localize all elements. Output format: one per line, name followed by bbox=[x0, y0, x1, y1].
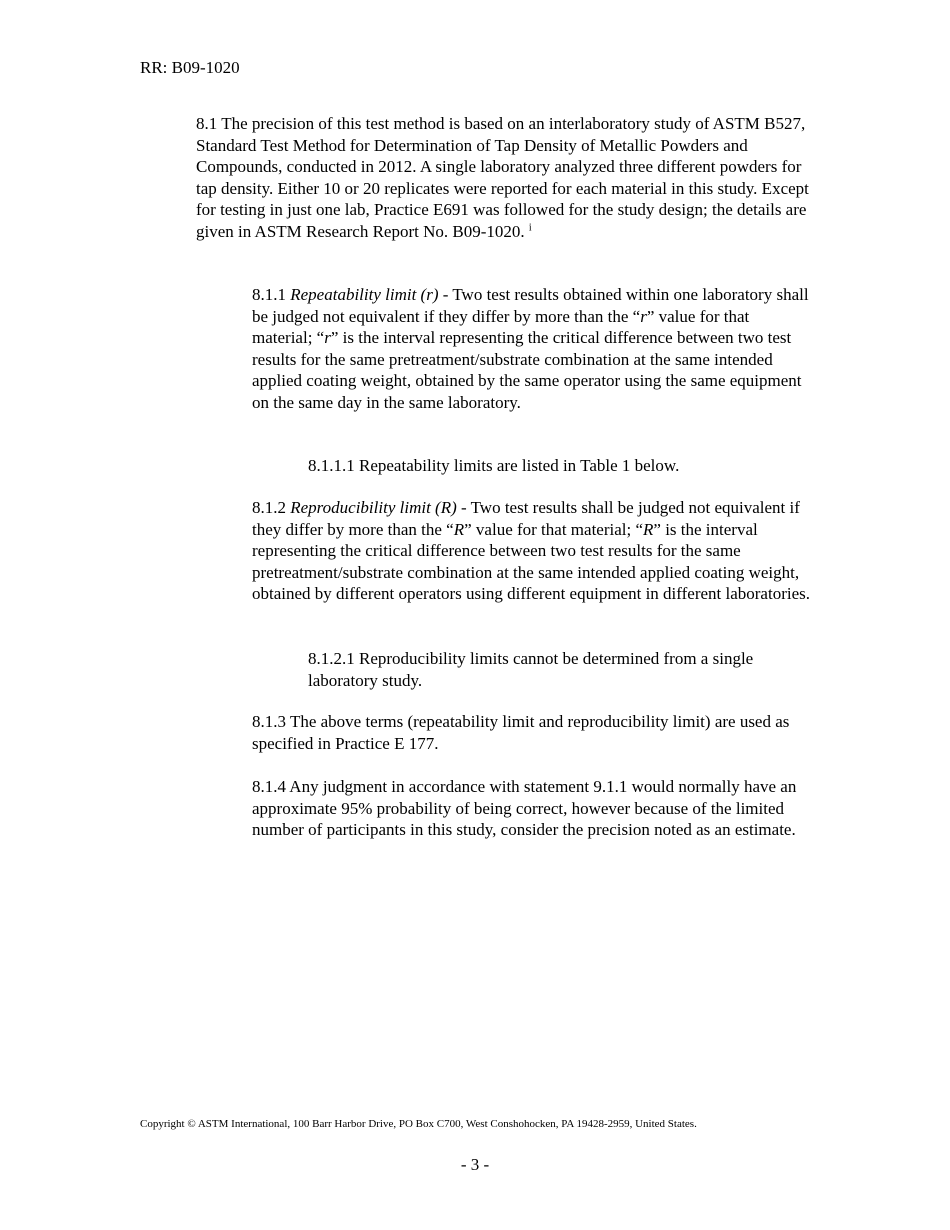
symbol-R: R bbox=[453, 519, 465, 539]
symbol-r: r bbox=[640, 306, 647, 326]
paragraph-text: ” is the interval representing the critical difference between two test results for the same pretreatment/substrate combination at the same intended applied coating weight, obtained by different operators using different equipment in different laboratories. bbox=[252, 519, 810, 604]
paragraph-text: - Two test results shall be judged not equivalent if they differ by more than the “ bbox=[252, 498, 800, 539]
paragraph-8-1 bbox=[196, 113, 816, 243]
term-repeatability-limit: Repeatability limit (r) bbox=[290, 285, 439, 304]
paragraph-8-1-1-1: 8.1.1.1 Repeatability limits are listed in Table 1 below. bbox=[308, 456, 680, 475]
paragraph-text: ” is the interval representing the critical difference between two test results for the same pretreatment/substrate combination at the same intended applied coating weight, obtained by the same operator using the same equipment on the same day in the same laboratory. bbox=[252, 328, 802, 412]
footnote-marker: i bbox=[528, 222, 532, 234]
paragraph-text: ” value for that material; “ bbox=[252, 306, 750, 348]
symbol-R: R bbox=[643, 519, 654, 539]
paragraph-8-1-1 bbox=[252, 284, 812, 414]
copyright-footer: Copyright © ASTM International, 100 Barr Harbor Drive, PO Box C700, West Conshohocken, PA 19428-2959, United States. bbox=[140, 1118, 697, 1130]
paragraph-text: - Two test results obtained within one laboratory shall be judged not equivalent if they differ by more than the “ bbox=[252, 285, 809, 326]
paragraph-text: ” value for that material; “ bbox=[464, 519, 644, 539]
symbol-r: r bbox=[324, 328, 331, 348]
page-number: - 3 - bbox=[460, 1155, 490, 1174]
section-number: 8.1.1 bbox=[252, 285, 286, 304]
section-number: 8.1.2 bbox=[252, 498, 286, 517]
paragraph-8-1-3: 8.1.3 The above terms (repeatability limit and reproducibility limit) are used as specified in Practice E 177. bbox=[252, 712, 790, 753]
paragraph-8-1-2 bbox=[252, 497, 812, 605]
paragraph-8-1-4: 8.1.4 Any judgment in accordance with statement 9.1.1 would normally have an approximate 95% probability of being correct, however because of the limited number of participants in this study, consider the precision noted as an estimate. bbox=[252, 777, 797, 840]
paragraph-8-1-text: 8.1 The precision of this test method is based on an interlaboratory study of ASTM B527, Standard Test Method for Determination of Tap Density of Metallic Powders and Compounds, conducted in 2012. A single laboratory analyzed three different powders for tap density. Either 10 or 20 replicates were reported for each material in this study. Except for testing in just one lab, Practice E691 was followed for the study design; the details are given in ASTM Research Report No. B09-1020. bbox=[196, 114, 809, 241]
document-header: RR: B09-1020 bbox=[140, 58, 240, 77]
paragraph-8-1-2-1: 8.1.2.1 Reproducibility limits cannot be determined from a single laboratory study. bbox=[308, 649, 754, 690]
term-reproducibility-limit: Reproducibility limit (R) bbox=[290, 498, 457, 517]
